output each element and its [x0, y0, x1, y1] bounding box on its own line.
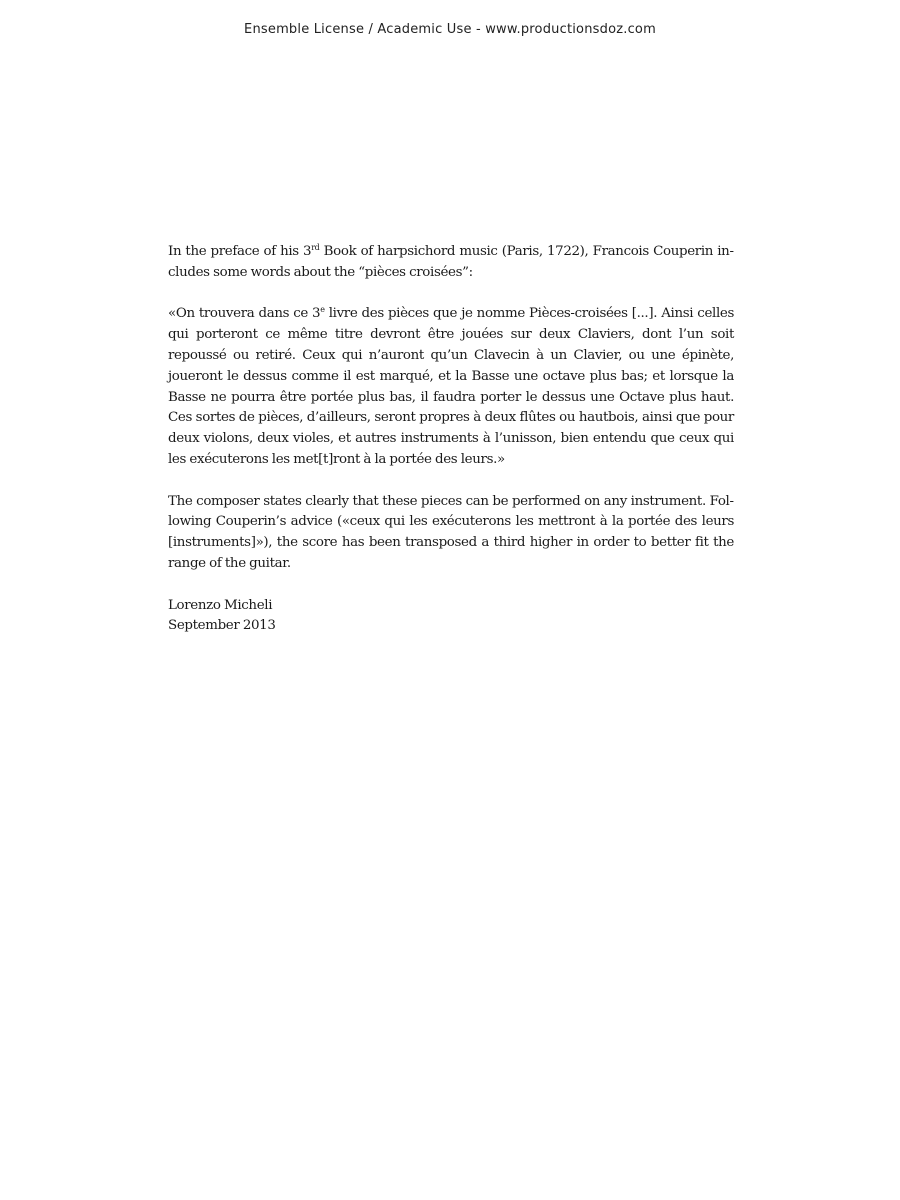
intro-text-end: Book of harpsichord music (Paris, 1722), Francois Couperin includes some words about the “pièces croisées”: — [168, 244, 734, 280]
couperin-quote-paragraph — [168, 304, 734, 470]
quote-text-end: livre des pièces que je nomme Pièces-croisées [...]. Ainsi celles qui porteront ce même titre devront être jouées sur deux Claviers, dont l’un soit repoussé ou retiré. Ceux qui n’auront qu’un Clavecin à un Clavier, ou une épinète, joueront le dessus comme il est marqué, et la Basse une octave plus bas; et lorsque la Basse ne pourra être portée plus bas, il faudra porter le dessus une Octave plus haut. Ces sortes de pièces, d’ailleurs, seront propres à deux flûtes ou hautbois, ainsi que pour deux violons, deux violes, et autres instruments à l’unisson, bien entendu que ceux qui les exécuterons les met[t]ront à la portée des leurs.» — [168, 306, 734, 467]
quote-text-start: «On trouvera dans ce 3 — [168, 306, 321, 322]
signature-date: September 2013 — [168, 618, 276, 634]
ordinal-superscript: e — [320, 305, 325, 315]
signature-block — [168, 596, 734, 638]
license-header: Ensemble License / Academic Use - www.productionsdoz.com — [244, 22, 656, 37]
ordinal-superscript: rd — [311, 243, 320, 252]
commentary-paragraph: The composer states clearly that these pieces can be performed on any instrument. Following Couperin’s advice («ceux qui les exécuterons les mettront à la portée des leurs [instruments]»), the score has been transposed a third higher in order to better fit the range of the guitar. — [168, 493, 734, 571]
intro-text-start: In the preface of his 3 — [168, 244, 312, 259]
intro-paragraph — [168, 242, 734, 284]
author-name: Lorenzo Micheli — [168, 597, 273, 613]
preface-body — [168, 242, 734, 637]
